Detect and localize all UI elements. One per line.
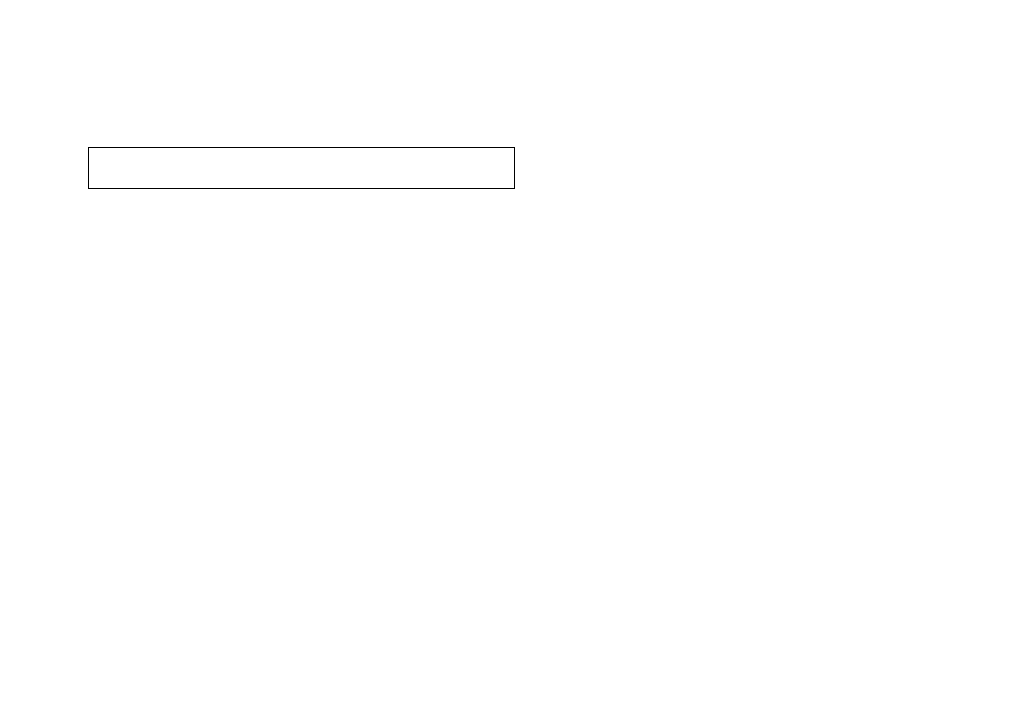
aircon-notice-box <box>88 147 515 189</box>
note-1 <box>90 77 104 86</box>
note-3 <box>90 106 104 116</box>
note-2 <box>90 92 104 101</box>
